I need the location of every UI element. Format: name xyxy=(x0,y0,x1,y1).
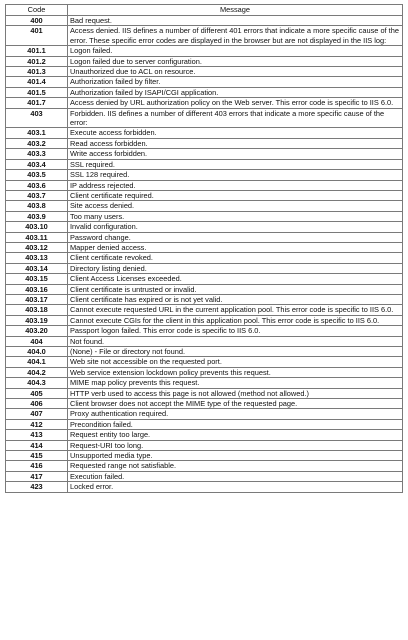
table-row xyxy=(6,67,403,77)
table-body xyxy=(6,16,403,493)
status-code-cell: 400 xyxy=(6,16,68,26)
status-code-cell: 413 xyxy=(6,430,68,440)
message-cell: Client certificate required. xyxy=(68,190,403,200)
message-cell: Read access forbidden. xyxy=(68,138,403,148)
message-cell: Authorization failed by filter. xyxy=(68,77,403,87)
table-row xyxy=(6,87,403,97)
table-row xyxy=(6,180,403,190)
table-row xyxy=(6,46,403,56)
status-code-cell: 404.1 xyxy=(6,357,68,367)
status-code-cell: 405 xyxy=(6,388,68,398)
table-row xyxy=(6,190,403,200)
status-code-cell: 406 xyxy=(6,399,68,409)
message-cell: HTTP verb used to access this page is not allowed (method not allowed.) xyxy=(68,388,403,398)
message-cell: IP address rejected. xyxy=(68,180,403,190)
message-cell: Request entity too large. xyxy=(68,430,403,440)
table-header-row xyxy=(6,5,403,16)
message-cell: Not found. xyxy=(68,336,403,346)
status-code-cell: 403.6 xyxy=(6,180,68,190)
status-code-cell: 423 xyxy=(6,482,68,492)
table-row xyxy=(6,294,403,304)
message-cell: Access denied. IIS defines a number of different 401 errors that indicate a more specific cause of the error. These specific error codes are displayed in the browser but are not displayed in the IIS log: xyxy=(68,26,403,46)
status-code-cell: 403.20 xyxy=(6,326,68,336)
table-row xyxy=(6,170,403,180)
table-row xyxy=(6,347,403,357)
message-cell: Precondition failed. xyxy=(68,419,403,429)
table-row xyxy=(6,149,403,159)
status-code-cell: 403 xyxy=(6,108,68,128)
table-row xyxy=(6,263,403,273)
message-cell: Web service extension lockdown policy prevents this request. xyxy=(68,367,403,377)
table-row xyxy=(6,482,403,492)
message-cell: Access denied by URL authorization policy on the Web server. This error code is specific to IIS 6.0. xyxy=(68,98,403,108)
status-code-cell: 404.0 xyxy=(6,347,68,357)
message-cell: Web site not accessible on the requested port. xyxy=(68,357,403,367)
status-code-cell: 415 xyxy=(6,451,68,461)
message-cell: Request-URI too long. xyxy=(68,440,403,450)
status-code-cell: 403.18 xyxy=(6,305,68,315)
status-code-cell: 403.2 xyxy=(6,138,68,148)
table-row xyxy=(6,451,403,461)
table-row xyxy=(6,326,403,336)
table-row xyxy=(6,108,403,128)
status-code-cell: 412 xyxy=(6,419,68,429)
status-code-cell: 403.3 xyxy=(6,149,68,159)
message-cell: Cannot execute CGIs for the client in this application pool. This error code is specific to IIS 6.0. xyxy=(68,315,403,325)
message-cell: Client certificate is untrusted or invalid. xyxy=(68,284,403,294)
table-row xyxy=(6,399,403,409)
message-cell: Cannot execute requested URL in the current application pool. This error code is specific to IIS 6.0. xyxy=(68,305,403,315)
status-code-cell: 404 xyxy=(6,336,68,346)
table-row xyxy=(6,242,403,252)
status-code-cell: 403.15 xyxy=(6,274,68,284)
status-code-cell: 403.14 xyxy=(6,263,68,273)
status-code-cell: 403.8 xyxy=(6,201,68,211)
table-row xyxy=(6,232,403,242)
status-code-cell: 401.4 xyxy=(6,77,68,87)
table-row xyxy=(6,284,403,294)
message-cell: Authorization failed by ISAPI/CGI application. xyxy=(68,87,403,97)
table-row xyxy=(6,409,403,419)
table-row xyxy=(6,201,403,211)
status-code-cell: 414 xyxy=(6,440,68,450)
code-column-header: Code xyxy=(6,5,68,16)
status-code-cell: 403.17 xyxy=(6,294,68,304)
message-cell: Locked error. xyxy=(68,482,403,492)
message-column-header: Message xyxy=(68,5,403,16)
message-cell: Proxy authentication required. xyxy=(68,409,403,419)
message-cell: Write access forbidden. xyxy=(68,149,403,159)
message-cell: Unauthorized due to ACL on resource. xyxy=(68,67,403,77)
status-code-cell: 401.1 xyxy=(6,46,68,56)
message-cell: Unsupported media type. xyxy=(68,451,403,461)
status-code-cell: 401.7 xyxy=(6,98,68,108)
message-cell: MIME map policy prevents this request. xyxy=(68,378,403,388)
status-code-cell: 407 xyxy=(6,409,68,419)
status-code-cell: 416 xyxy=(6,461,68,471)
status-code-cell: 403.4 xyxy=(6,159,68,169)
status-code-cell: 403.11 xyxy=(6,232,68,242)
status-code-cell: 401.3 xyxy=(6,67,68,77)
table-row xyxy=(6,430,403,440)
status-code-cell: 403.1 xyxy=(6,128,68,138)
message-cell: Password change. xyxy=(68,232,403,242)
table-row xyxy=(6,211,403,221)
table-row xyxy=(6,419,403,429)
table-row xyxy=(6,367,403,377)
table-row xyxy=(6,16,403,26)
message-cell: Directory listing denied. xyxy=(68,263,403,273)
table-row xyxy=(6,357,403,367)
table-row xyxy=(6,315,403,325)
table-row xyxy=(6,461,403,471)
table-row xyxy=(6,138,403,148)
status-code-cell: 403.7 xyxy=(6,190,68,200)
message-cell: Site access denied. xyxy=(68,201,403,211)
message-cell: Passport logon failed. This error code is specific to IIS 6.0. xyxy=(68,326,403,336)
table-row xyxy=(6,26,403,46)
message-cell: Requested range not satisfiable. xyxy=(68,461,403,471)
table-row xyxy=(6,77,403,87)
message-cell: Execute access forbidden. xyxy=(68,128,403,138)
table-row xyxy=(6,388,403,398)
message-cell: Logon failed. xyxy=(68,46,403,56)
message-cell: Forbidden. IIS defines a number of different 403 errors that indicate a more specific cause of the error: xyxy=(68,108,403,128)
message-cell: SSL 128 required. xyxy=(68,170,403,180)
status-code-cell: 403.10 xyxy=(6,222,68,232)
message-cell: Client certificate revoked. xyxy=(68,253,403,263)
status-code-cell: 401 xyxy=(6,26,68,46)
table-row xyxy=(6,222,403,232)
message-cell: Too many users. xyxy=(68,211,403,221)
table-row xyxy=(6,378,403,388)
status-code-cell: 403.13 xyxy=(6,253,68,263)
message-cell: Bad request. xyxy=(68,16,403,26)
table-row xyxy=(6,336,403,346)
status-code-cell: 403.12 xyxy=(6,242,68,252)
status-code-cell: 401.2 xyxy=(6,56,68,66)
table-row xyxy=(6,159,403,169)
message-cell: Client Access Licenses exceeded. xyxy=(68,274,403,284)
message-cell: Mapper denied access. xyxy=(68,242,403,252)
status-code-cell: 401.5 xyxy=(6,87,68,97)
message-cell: Invalid configuration. xyxy=(68,222,403,232)
status-code-cell: 403.16 xyxy=(6,284,68,294)
message-cell: Client certificate has expired or is not yet valid. xyxy=(68,294,403,304)
table-row xyxy=(6,440,403,450)
http-status-codes-table xyxy=(5,4,403,493)
message-cell: (None) - File or directory not found. xyxy=(68,347,403,357)
table-row xyxy=(6,253,403,263)
message-cell: Execution failed. xyxy=(68,471,403,481)
message-cell: Logon failed due to server configuration. xyxy=(68,56,403,66)
table-row xyxy=(6,56,403,66)
table-row xyxy=(6,305,403,315)
table-row xyxy=(6,128,403,138)
table-row xyxy=(6,471,403,481)
status-code-cell: 403.19 xyxy=(6,315,68,325)
status-code-cell: 403.9 xyxy=(6,211,68,221)
status-code-cell: 404.2 xyxy=(6,367,68,377)
status-code-cell: 403.5 xyxy=(6,170,68,180)
message-cell: Client browser does not accept the MIME type of the requested page. xyxy=(68,399,403,409)
status-code-cell: 417 xyxy=(6,471,68,481)
table-row xyxy=(6,274,403,284)
message-cell: SSL required. xyxy=(68,159,403,169)
table-row xyxy=(6,98,403,108)
status-code-cell: 404.3 xyxy=(6,378,68,388)
